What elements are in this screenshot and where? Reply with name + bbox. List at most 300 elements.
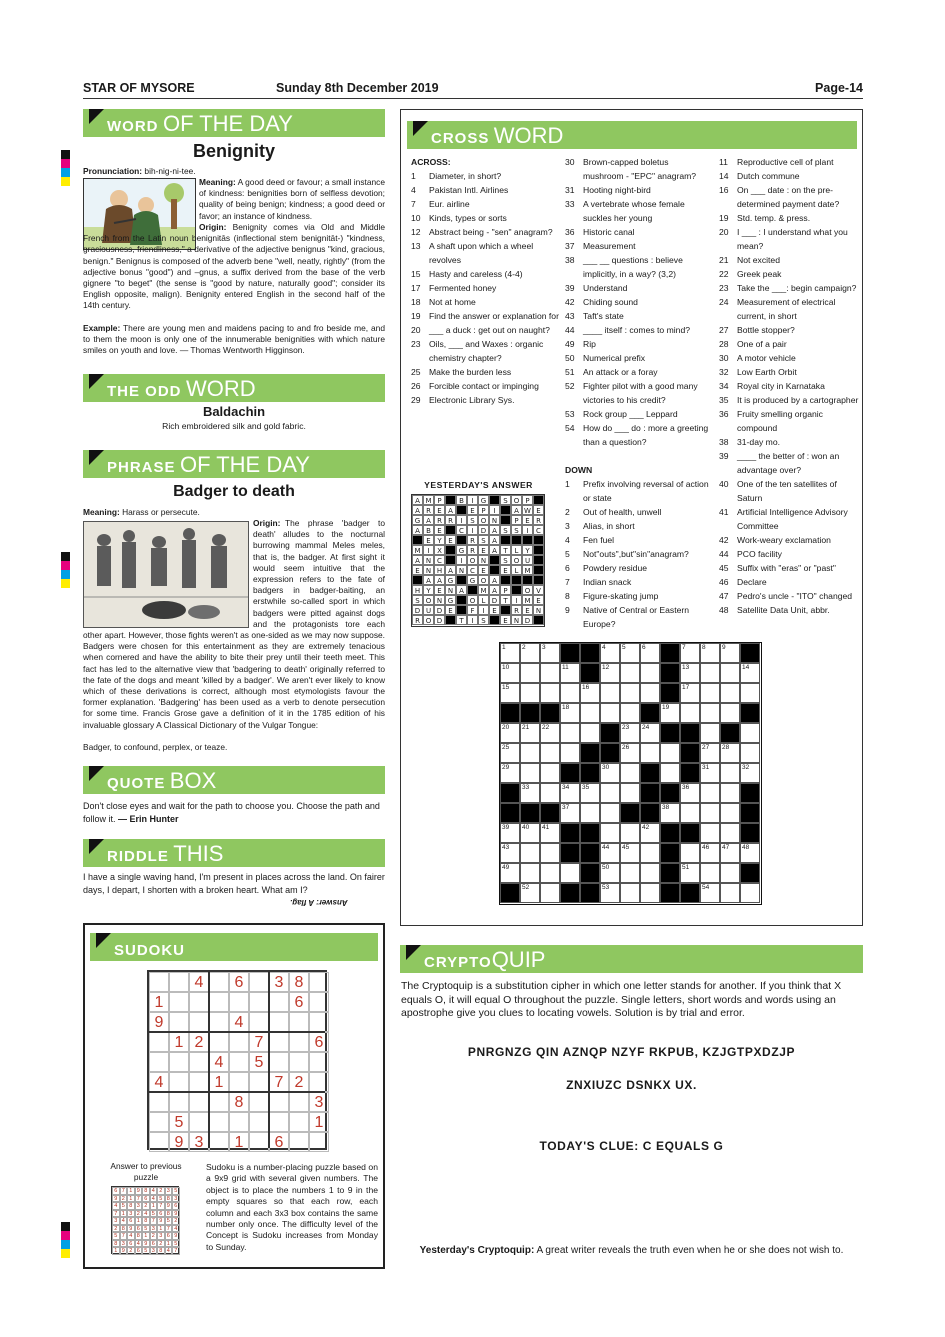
crossword-cell[interactable] (540, 783, 560, 803)
crossword-cell[interactable] (640, 723, 660, 743)
sudoku-cell[interactable] (229, 1072, 249, 1092)
sudoku-cell[interactable]: 3 (269, 972, 289, 992)
sudoku-cell[interactable] (249, 1132, 269, 1152)
clue-across-42 (565, 295, 711, 309)
crossword-cell[interactable] (600, 783, 620, 803)
answer-letter: I (467, 615, 478, 625)
answer-letter: T (500, 595, 511, 605)
clue-across-52 (565, 379, 711, 407)
clue-text: Hasty and careless (4-4) (429, 269, 523, 279)
crossword-cell[interactable] (720, 643, 740, 663)
answer-letter: C (456, 525, 467, 535)
cell-number: 45 (622, 844, 630, 851)
crossword-cell[interactable] (540, 843, 560, 863)
sudoku-cell[interactable]: 1 (309, 1112, 329, 1132)
clue-number: 30 (719, 353, 729, 363)
crossword-cell[interactable] (700, 863, 720, 883)
crossword-cell[interactable] (620, 843, 640, 863)
previous-answer-cell: 9 (165, 1202, 173, 1210)
clue-down-14 (719, 169, 861, 183)
cell-number: 8 (702, 644, 706, 651)
crossword-cell[interactable] (700, 883, 720, 903)
sudoku-cell[interactable] (269, 1112, 289, 1132)
crossword-cell[interactable] (700, 803, 720, 823)
crossword-cell[interactable] (680, 843, 700, 863)
answer-letter: A (489, 525, 500, 535)
crossword-block (660, 663, 680, 683)
crossword-cell[interactable] (620, 863, 640, 883)
crossword-cell[interactable] (540, 723, 560, 743)
crossword-cell[interactable] (560, 783, 580, 803)
crossword-cell[interactable] (640, 643, 660, 663)
previous-answer-cell: 4 (165, 1247, 173, 1255)
answer-block (533, 535, 544, 545)
answer-block (489, 555, 500, 565)
crossword-cell[interactable] (720, 683, 740, 703)
crossword-cell[interactable] (500, 863, 520, 883)
crossword-cell[interactable] (580, 703, 600, 723)
answer-letter: N (445, 585, 456, 595)
previous-answer-cell: 8 (157, 1247, 165, 1255)
sudoku-cell[interactable]: 2 (289, 1072, 309, 1092)
clue-number: 2 (565, 507, 570, 517)
answer-letter: D (412, 605, 423, 615)
down-clues-right (719, 155, 861, 617)
crossword-cell[interactable] (520, 823, 540, 843)
answer-letter: G (412, 515, 423, 525)
sudoku-cell[interactable] (229, 992, 249, 1012)
clue-number: 28 (719, 339, 729, 349)
cell-number: 32 (742, 764, 750, 771)
crossword-cell[interactable] (640, 863, 660, 883)
clue-text: Work-weary exclamation (737, 535, 831, 545)
sudoku-cell[interactable] (309, 972, 329, 992)
previous-answer-cell: 7 (172, 1247, 180, 1255)
sudoku-cell[interactable] (189, 1052, 209, 1072)
clue-across-37 (565, 239, 711, 253)
answer-letter: R (423, 505, 434, 515)
sudoku-cell[interactable]: 5 (249, 1052, 269, 1072)
sudoku-cell[interactable] (249, 992, 269, 1012)
crossword-cell[interactable] (640, 663, 660, 683)
sudoku-cell[interactable]: 4 (149, 1072, 169, 1092)
sudoku-cell[interactable]: 7 (269, 1072, 289, 1092)
crossword-cell[interactable] (680, 643, 700, 663)
clue-across-53 (565, 407, 711, 421)
across-clues-middle (565, 155, 711, 449)
sudoku-cell[interactable] (269, 992, 289, 1012)
sudoku-cell[interactable] (149, 972, 169, 992)
crossword-cell[interactable] (540, 823, 560, 843)
crossword-cell[interactable] (700, 703, 720, 723)
sudoku-cell[interactable] (169, 972, 189, 992)
crossword-cell[interactable] (720, 763, 740, 783)
clue-text: One of a pair (737, 339, 787, 349)
cryptoquip-intro: The Cryptoquip is a substitution cipher in which one letter stands for another. If you think that X equals O, it will equal O throughout the puzzle. Single letters, short words and words using an apostrophe give you clues to locating vowels. Solution is by trial and error. (401, 980, 842, 1019)
crossword-cell[interactable] (740, 743, 760, 763)
sudoku-cell[interactable]: 6 (269, 1132, 289, 1152)
crossword-block (740, 703, 760, 723)
cell-number: 39 (502, 824, 510, 831)
crossword-cell[interactable] (560, 743, 580, 763)
sudoku-cell[interactable] (209, 1032, 229, 1052)
crossword-cell[interactable] (500, 723, 520, 743)
sudoku-cell[interactable] (149, 1132, 169, 1152)
crossword-cell[interactable] (620, 643, 640, 663)
sudoku-cell[interactable] (149, 1112, 169, 1132)
answer-letter: B (456, 495, 467, 505)
crossword-cell[interactable] (520, 863, 540, 883)
clue-down-30 (719, 351, 861, 365)
crossword-cell[interactable] (560, 663, 580, 683)
previous-answer-cell: 3 (172, 1195, 180, 1203)
sudoku-cell[interactable]: 6 (229, 972, 249, 992)
sudoku-cell[interactable] (309, 1132, 329, 1152)
crossword-cell[interactable] (620, 883, 640, 903)
crossword-cell[interactable] (680, 683, 700, 703)
answer-letter: G (445, 595, 456, 605)
crossword-cell[interactable] (720, 823, 740, 843)
crossword-cell[interactable] (720, 743, 740, 763)
crossword-cell[interactable] (600, 883, 620, 903)
crossword-cell[interactable] (740, 763, 760, 783)
crossword-cell[interactable] (520, 763, 540, 783)
answer-letter: B (423, 525, 434, 535)
sudoku-cell[interactable] (169, 1092, 189, 1112)
sudoku-cell[interactable] (249, 1012, 269, 1032)
crossword-cell[interactable] (740, 683, 760, 703)
crossword-cell[interactable] (720, 863, 740, 883)
crossword-cell[interactable] (700, 683, 720, 703)
crossword-cell[interactable] (640, 883, 660, 903)
clue-number: 40 (719, 479, 729, 489)
crossword-cell[interactable] (620, 663, 640, 683)
sudoku-cell[interactable]: 5 (169, 1112, 189, 1132)
sudoku-cell[interactable] (289, 1012, 309, 1032)
crossword-cell[interactable] (660, 803, 680, 823)
crossword-cell[interactable] (560, 683, 580, 703)
sudoku-cell[interactable] (309, 992, 329, 1012)
sudoku-cell[interactable] (169, 1052, 189, 1072)
clue-down-19 (719, 211, 861, 225)
sudoku-cell[interactable] (289, 1112, 309, 1132)
sudoku-cell[interactable] (189, 1012, 209, 1032)
crossword-cell[interactable] (500, 823, 520, 843)
crossword-block (580, 843, 600, 863)
crossword-cell[interactable] (600, 803, 620, 823)
previous-answer-cell: 4 (127, 1232, 135, 1240)
crossword-cell[interactable] (700, 783, 720, 803)
sudoku-cell[interactable] (189, 992, 209, 1012)
cell-number: 13 (682, 664, 690, 671)
crossword-cell[interactable] (660, 703, 680, 723)
sudoku-cell[interactable]: 2 (189, 1032, 209, 1052)
crossword-cell[interactable] (620, 783, 640, 803)
crossword-cell[interactable] (540, 863, 560, 883)
crossword-cell[interactable] (520, 723, 540, 743)
sudoku-cell[interactable] (209, 1012, 229, 1032)
answer-letter: W (522, 505, 533, 515)
sudoku-cell[interactable]: 1 (149, 992, 169, 1012)
cell-number: 30 (602, 764, 610, 771)
sudoku-cell[interactable]: 1 (209, 1072, 229, 1092)
sudoku-cell[interactable] (169, 992, 189, 1012)
crossword-cell[interactable] (600, 863, 620, 883)
sudoku-cell[interactable] (289, 1132, 309, 1152)
sudoku-cell[interactable] (249, 972, 269, 992)
answer-block (412, 575, 423, 585)
crossword-cell[interactable] (640, 823, 660, 843)
crossword-cell[interactable] (680, 783, 700, 803)
crossword-cell[interactable] (500, 683, 520, 703)
crossword-cell[interactable] (520, 683, 540, 703)
sudoku-cell[interactable] (229, 1052, 249, 1072)
clue-text: Native of Central or Eastern Europe? (583, 605, 690, 629)
clue-down-22 (719, 267, 861, 281)
crossword-cell[interactable] (580, 723, 600, 743)
previous-answer-cell: 2 (142, 1202, 150, 1210)
answer-block (533, 555, 544, 565)
sudoku-cell[interactable]: 6 (309, 1032, 329, 1052)
answer-letter: R (511, 605, 522, 615)
sudoku-cell[interactable] (229, 1032, 249, 1052)
sudoku-cell[interactable]: 4 (209, 1052, 229, 1072)
crossword-cell[interactable] (700, 743, 720, 763)
crossword-cell[interactable] (720, 663, 740, 683)
crossword-cell[interactable] (560, 803, 580, 823)
sudoku-cell[interactable] (189, 1072, 209, 1092)
sudoku-cell[interactable] (289, 1052, 309, 1072)
crossword-cell[interactable] (700, 723, 720, 743)
crossword-cell[interactable] (700, 643, 720, 663)
sudoku-cell[interactable]: 8 (289, 972, 309, 992)
sudoku-cell[interactable] (209, 992, 229, 1012)
crossword-cell[interactable] (680, 703, 700, 723)
crossword-cell[interactable] (600, 763, 620, 783)
crossword-cell[interactable] (580, 683, 600, 703)
crossword-cell[interactable] (660, 763, 680, 783)
crossword-cell[interactable] (660, 743, 680, 763)
clue-down-7 (565, 575, 711, 589)
clue-text: Satellite Data Unit, abbr. (737, 605, 830, 615)
sudoku-cell[interactable] (209, 1132, 229, 1152)
answer-letter: E (500, 565, 511, 575)
answer-block (500, 605, 511, 615)
crossword-cell[interactable] (720, 843, 740, 863)
previous-answer-cell: 8 (142, 1217, 150, 1225)
crossword-cell[interactable] (720, 803, 740, 823)
clue-text: Oils, ___ and Waxes : organic chemistry chapter? (429, 339, 544, 363)
clue-number: 21 (719, 255, 729, 265)
sudoku-cell[interactable]: 9 (149, 1012, 169, 1032)
sudoku-cell[interactable] (169, 1012, 189, 1032)
sudoku-cell[interactable] (309, 1052, 329, 1072)
crossword-cell[interactable] (580, 803, 600, 823)
crossword-cell[interactable] (680, 863, 700, 883)
cell-number: 17 (682, 684, 690, 691)
sudoku-cell[interactable] (149, 1032, 169, 1052)
crossword-band: CROSS WORD (407, 121, 857, 149)
answer-letter: E (423, 535, 434, 545)
sudoku-cell[interactable] (229, 1112, 249, 1132)
crossword-cell[interactable] (580, 783, 600, 803)
sudoku-cell[interactable]: 1 (169, 1032, 189, 1052)
sudoku-cell[interactable] (249, 1112, 269, 1132)
sudoku-cell[interactable]: 4 (189, 972, 209, 992)
sudoku-cell[interactable] (169, 1072, 189, 1092)
crossword-cell[interactable] (600, 703, 620, 723)
clue-down-24 (719, 295, 861, 323)
crossword-cell[interactable] (560, 723, 580, 743)
previous-answer-cell: 6 (112, 1187, 120, 1195)
crossword-cell[interactable] (500, 763, 520, 783)
crossword-cell[interactable] (540, 663, 560, 683)
sudoku-grid[interactable] (147, 970, 327, 1150)
previous-answer-cell: 8 (142, 1187, 150, 1195)
clue-text: Find the answer or explanation for (429, 311, 559, 321)
crossword-cell[interactable] (520, 663, 540, 683)
sudoku-cell[interactable] (249, 1072, 269, 1092)
clue-number: 1 (411, 171, 416, 181)
sudoku-cell[interactable] (249, 1092, 269, 1112)
previous-answer-cell: 4 (150, 1195, 158, 1203)
crossword-cell[interactable] (500, 743, 520, 763)
answer-letter: P (500, 585, 511, 595)
crossword-cell[interactable] (620, 763, 640, 783)
crossword-cell[interactable] (700, 823, 720, 843)
odd-word-title: Baldachin (202, 404, 266, 419)
sudoku-cell[interactable]: 3 (309, 1092, 329, 1112)
sudoku-cell[interactable] (209, 972, 229, 992)
sudoku-cell[interactable] (209, 1112, 229, 1132)
crossword-cell[interactable] (600, 663, 620, 683)
crossword-cell[interactable] (700, 763, 720, 783)
sudoku-cell[interactable]: 4 (229, 1012, 249, 1032)
crossword-cell[interactable] (540, 763, 560, 783)
crossword-cell[interactable] (600, 643, 620, 663)
crossword-cell[interactable] (700, 663, 720, 683)
clue-number: 46 (719, 577, 729, 587)
sudoku-cell[interactable] (149, 1092, 169, 1112)
clue-number: 39 (565, 283, 575, 293)
answer-letter: S (511, 525, 522, 535)
sudoku-cell[interactable]: 8 (229, 1092, 249, 1112)
crossword-cell[interactable] (540, 683, 560, 703)
crossword-cell[interactable] (720, 883, 740, 903)
sudoku-cell[interactable] (269, 1052, 289, 1072)
crossword-cell[interactable] (500, 663, 520, 683)
crossword-cell[interactable] (520, 643, 540, 663)
answer-letter: G (445, 575, 456, 585)
sudoku-cell[interactable]: 6 (289, 992, 309, 1012)
crossword-cell[interactable] (560, 703, 580, 723)
crossword-cell[interactable] (620, 723, 640, 743)
clue-number: 4 (565, 535, 570, 545)
crossword-cell[interactable] (540, 643, 560, 663)
answer-letter: H (434, 565, 445, 575)
crossword-cell[interactable] (620, 823, 640, 843)
answer-letter: I (522, 525, 533, 535)
clue-across-51 (565, 365, 711, 379)
yesterday-answer-label: YESTERDAY'S ANSWER (424, 480, 533, 490)
sudoku-cell[interactable] (269, 1092, 289, 1112)
clue-down-2 (565, 505, 711, 519)
answer-letter: R (412, 615, 423, 625)
crossword-cell[interactable] (740, 843, 760, 863)
sudoku-cell[interactable]: 7 (249, 1032, 269, 1052)
crossword-block (580, 663, 600, 683)
sudoku-cell[interactable] (269, 1032, 289, 1052)
crossword-cell[interactable] (620, 743, 640, 763)
sudoku-cell[interactable] (189, 1092, 209, 1112)
crossword-cell[interactable] (600, 823, 620, 843)
sudoku-cell[interactable] (309, 1012, 329, 1032)
crossword-cell[interactable] (740, 883, 760, 903)
sudoku-cell[interactable]: 3 (189, 1132, 209, 1152)
crossword-cell[interactable] (640, 743, 660, 763)
previous-answer-cell: 1 (157, 1225, 165, 1233)
answer-letter: A (489, 535, 500, 545)
sudoku-cell[interactable] (289, 1092, 309, 1112)
cell-number: 10 (502, 664, 510, 671)
crossword-cell[interactable] (540, 743, 560, 763)
crossword-cell[interactable] (500, 843, 520, 863)
crossword-cell[interactable] (620, 683, 640, 703)
crossword-block (600, 743, 620, 763)
crossword-cell[interactable] (640, 683, 660, 703)
crossword-cell[interactable] (720, 703, 740, 723)
previous-answer-cell: 2 (112, 1225, 120, 1233)
sudoku-cell[interactable]: 1 (229, 1132, 249, 1152)
sudoku-cell[interactable] (289, 1032, 309, 1052)
sudoku-cell[interactable]: 9 (169, 1132, 189, 1152)
crossword-cell[interactable] (680, 663, 700, 683)
answer-letter: Y (522, 545, 533, 555)
crossword-cell[interactable] (560, 863, 580, 883)
crossword-cell[interactable] (600, 683, 620, 703)
previous-answer-cell: 6 (135, 1225, 143, 1233)
sudoku-cell[interactable] (189, 1112, 209, 1132)
crossword-cell[interactable] (520, 783, 540, 803)
clue-number: 32 (719, 367, 729, 377)
sudoku-cell[interactable] (149, 1052, 169, 1072)
crossword-cell[interactable] (620, 703, 640, 723)
crossword-cell[interactable] (500, 643, 520, 663)
cell-number: 9 (722, 644, 726, 651)
crossword-cell[interactable] (520, 743, 540, 763)
crossword-cell[interactable] (740, 663, 760, 683)
clue-number: 38 (719, 437, 729, 447)
sudoku-cell[interactable] (309, 1072, 329, 1092)
sudoku-answer-label: Answer to previous puzzle (110, 1161, 182, 1182)
sudoku-cell[interactable] (209, 1092, 229, 1112)
crossword-cell[interactable] (740, 723, 760, 743)
crossword-cell[interactable] (640, 843, 660, 863)
crossword-cell[interactable] (720, 783, 740, 803)
crossword-cell[interactable] (520, 883, 540, 903)
crossword-cell[interactable] (520, 843, 540, 863)
answer-letter: O (423, 595, 434, 605)
crossword-cell[interactable] (700, 843, 720, 863)
previous-answer-cell: 2 (157, 1240, 165, 1248)
crossword-cell[interactable] (600, 843, 620, 863)
crossword-cell[interactable] (540, 883, 560, 903)
sudoku-cell[interactable] (269, 1012, 289, 1032)
cell-number: 53 (602, 884, 610, 891)
answer-block (533, 545, 544, 555)
crossword-block (660, 723, 680, 743)
crossword-cell[interactable] (680, 803, 700, 823)
